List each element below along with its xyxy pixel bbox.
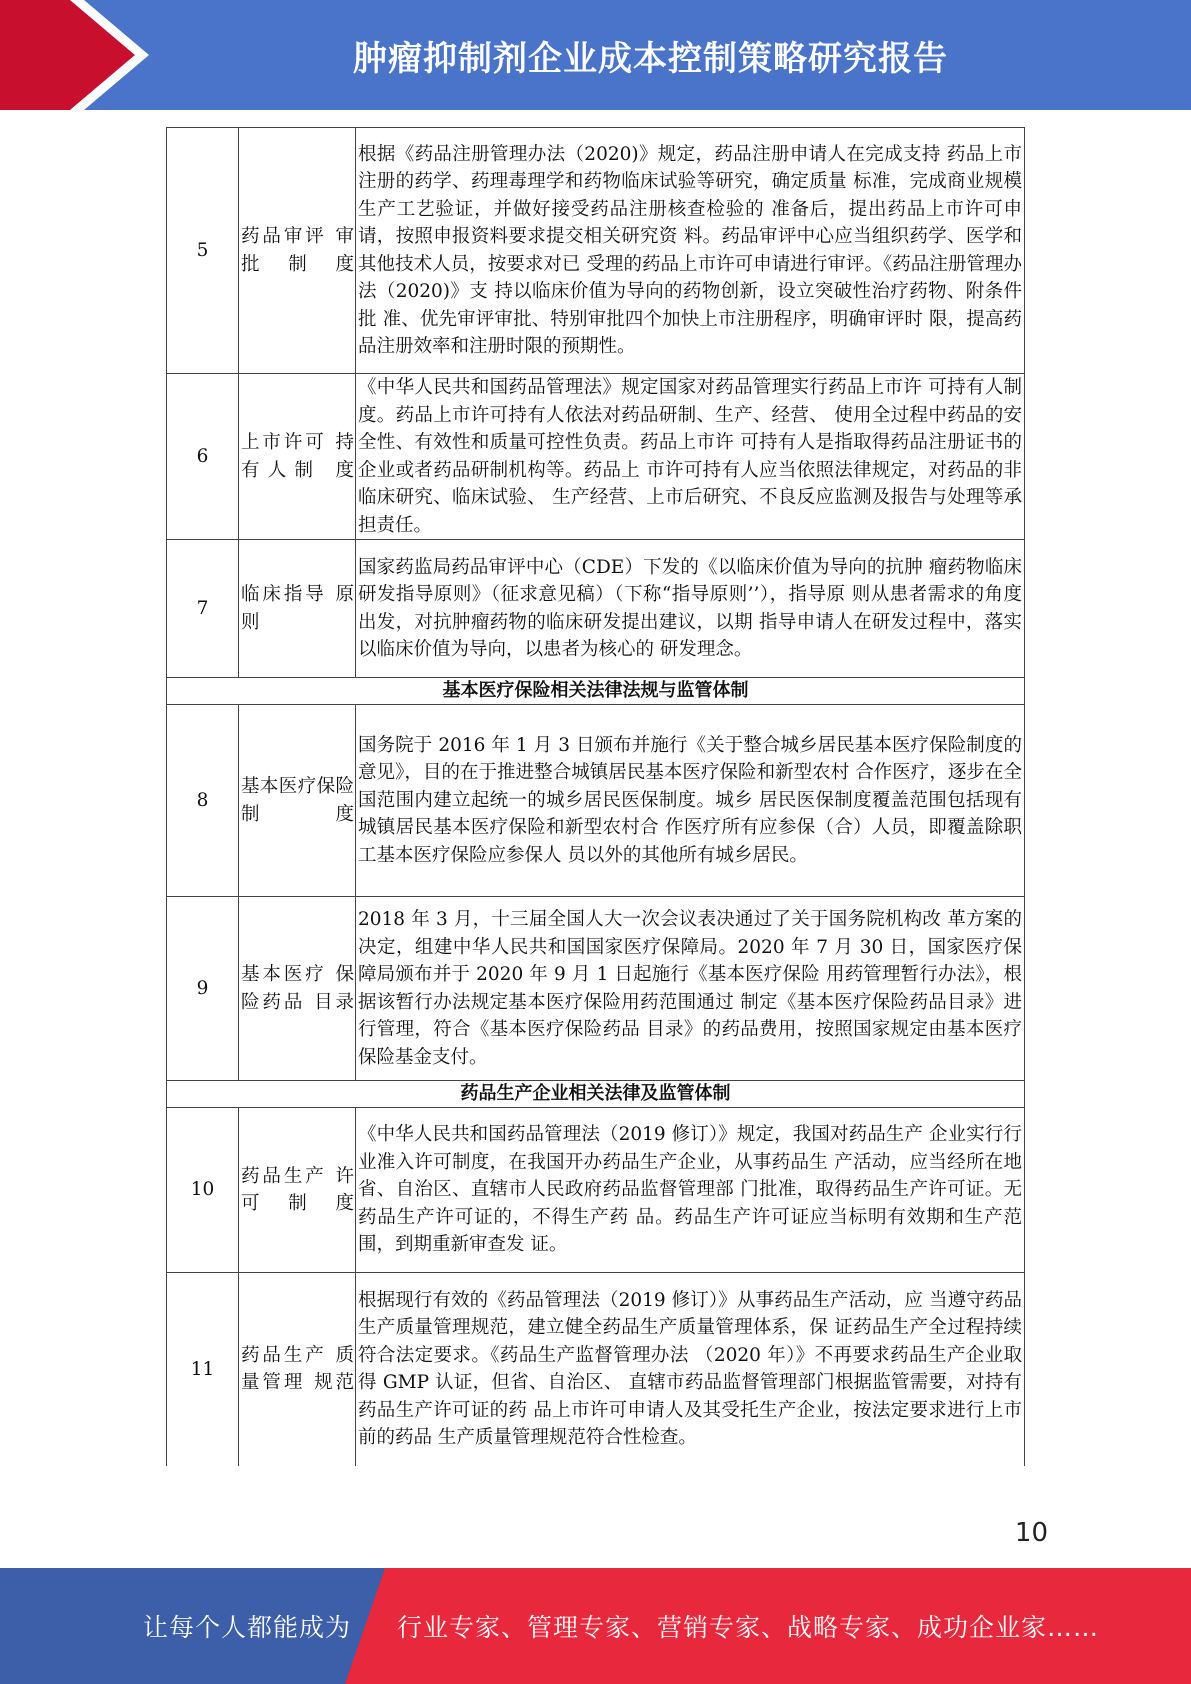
- row-description: 《中华人民共和国药品管理法》规定国家对药品管理实行药品上市许 可持有人制度。药品上市许可持有人依法对药品研制、生产、经营、 使用全过程中药品的安全性、有效性和质量可控性负责。药品上市许 可持有人是指取得药品注册证书的企业或者药品研制机构等。药品上 市许可持有人应当依照法律规定，对药品的非临床研究、临床试验、 生产经营、上市后研究、不良反应监测及报告与处理等承担责任。: [356, 374, 1025, 540]
- row-title: 临床指导 原则: [239, 540, 356, 678]
- row-number: 8: [167, 705, 239, 897]
- row-number: 10: [167, 1108, 239, 1273]
- footer-banner: [0, 1568, 1191, 1684]
- table-row: [167, 897, 1025, 1081]
- table-row: [167, 128, 1025, 374]
- page-number: 10: [1014, 1518, 1048, 1548]
- table-row: [167, 540, 1025, 678]
- table-row: [167, 1108, 1025, 1273]
- row-title: 基本医疗保险制度: [239, 705, 356, 897]
- row-description: 根据《药品注册管理办法（2020)》规定，药品注册申请人在完成支持 药品上市注册的药学、药理毒理学和药物临床试验等研究，确定质量 标准，完成商业规模生产工艺验证，并做好接受药品注册核查检验的 准备后，提出药品上市许可申请，按照申报资料要求提交相关研究资 料。药品审评中心应当组织药学、医学和其他技术人员，按要求对已 受理的药品上市许可申请进行审评。《药品注册管理办法（2020)》支 持以临床价值为导向的药物创新，设立突破性治疗药物、附条件批 准、优先审评审批、特别审批四个加快上市注册程序，明确审评时 限，提高药品注册效率和注册时限的预期性。: [356, 128, 1025, 374]
- section-header-row: [167, 1081, 1025, 1108]
- header-banner: [0, 0, 1191, 110]
- row-number: 5: [167, 128, 239, 374]
- row-title: 上市许可 持有人制 度: [239, 374, 356, 540]
- row-number: 11: [167, 1273, 239, 1466]
- row-number: 6: [167, 374, 239, 540]
- section-header-row: [167, 678, 1025, 705]
- row-title: 药品生产 质量管理 规范: [239, 1273, 356, 1466]
- row-title: 药品审评 审批制度: [239, 128, 356, 374]
- table-row: [167, 705, 1025, 897]
- row-description: 国家药监局药品审评中心（CDE）下发的《以临床价值为导向的抗肿 瘤药物临床研发指导原则》（征求意见稿）（下称“指导原则’’），指导原 则从患者需求的角度出发，对抗肿瘤药物的临床研发提出建议，以期 指导申请人在研发过程中，落实以临床价值为导向，以患者为核心的 研发理念。: [356, 540, 1025, 678]
- row-number: 9: [167, 897, 239, 1081]
- row-description: 国务院于 2016 年 1 月 3 日颁布并施行《关于整合城乡居民基本医疗保险制度的意见》，目的在于推进整合城镇居民基本医疗保险和新型农村 合作医疗，逐步在全国范围内建立起统一的城乡居民医保制度。城乡 居民医保制度覆盖范围包括现有城镇居民基本医疗保险和新型农村合 作医疗所有应参保（合）人员，即覆盖除职工基本医疗保险应参保人 员以外的其他所有城乡居民。: [356, 705, 1025, 897]
- page-title: 肿瘤抑制剂企业成本控制策略研究报告: [353, 38, 948, 79]
- table-row: [167, 1273, 1025, 1466]
- footer-slogan-left: 让每个人都能成为: [143, 1613, 352, 1642]
- row-description: 2018 年 3 月，十三届全国人大一次会议表决通过了关于国务院机构改 革方案的决定，组建中华人民共和国国家医疗保障局。2020 年 7 月 30 日，国家医疗保障局颁布并于 2020 年 9 月 1 日起施行《基本医疗保险 用药管理暂行办法》，根据该暂行办法规定基本医疗保险用药范围通过 制定《基本医疗保险药品目录》进行管理，符合《基本医疗保险药品 目录》的药品费用，按照国家规定由基本医疗保险基金支付。: [356, 897, 1025, 1081]
- row-title: 药品生产 许可制度: [239, 1108, 356, 1273]
- row-title: 基本医疗 保险药品 目录: [239, 897, 356, 1081]
- row-description: 根据现行有效的《药品管理法（2019 修订）》从事药品生产活动，应 当遵守药品生产质量管理规范，建立健全药品生产质量管理体系，保 证药品生产全过程持续符合法定要求。《药品生产监督管理办法 （2020 年）》不再要求药品生产企业取得 GMP 认证，但省、自治区、 直辖市药品监督管理部门根据监管需要，对持有药品生产许可证的药 品上市许可申请人及其受托生产企业，按法定要求进行上市前的药品 生产质量管理规范符合性检查。: [356, 1273, 1025, 1466]
- row-number: 7: [167, 540, 239, 678]
- table-row: [167, 374, 1025, 540]
- regulation-table: [166, 127, 1025, 1466]
- header-arrow-decoration: [0, 0, 150, 110]
- row-description: 《中华人民共和国药品管理法（2019 修订）》规定，我国对药品生产 企业实行行业准入许可制度，在我国开办药品生产企业，从事药品生 产活动，应当经所在地省、自治区、直辖市人民政府药品监督管理部 门批准，取得药品生产许可证。无药品生产许可证的，不得生产药 品。药品生产许可证应当标明有效期和生产范围，到期重新审查发 证。: [356, 1108, 1025, 1273]
- footer-slogan-right: 行业专家、管理专家、营销专家、战略专家、成功企业家……: [397, 1613, 1100, 1642]
- section-title: 基本医疗保险相关法律法规与监管体制: [167, 678, 1025, 705]
- section-title: 药品生产企业相关法律及监管体制: [167, 1081, 1025, 1108]
